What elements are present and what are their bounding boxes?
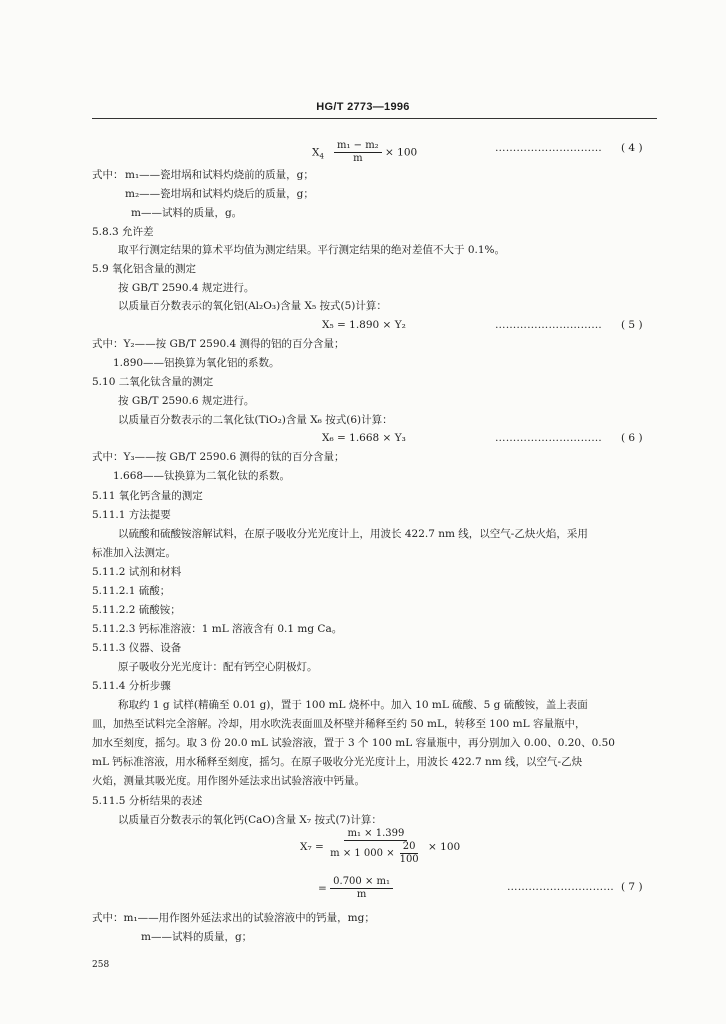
section-heading: 5.11.3 仪器、设备: [92, 642, 182, 654]
page-number: 258: [92, 960, 110, 970]
formula-6: X₆ = 1.668 × Y₃: [322, 432, 406, 444]
where-line: 式中：Y₃——按 GB/T 2590.6 测得的钛的百分含量；: [92, 451, 345, 463]
paragraph: 按 GB/T 2590.4 规定进行。: [118, 282, 255, 294]
list-item: 5.11.2.1 硫酸；: [92, 585, 171, 597]
formula-5: X₅ = 1.890 × Y₂: [322, 319, 406, 331]
section-heading: 5.10 二氧化钛含量的测定: [92, 376, 214, 388]
where-line: 式中：m₁——用作图外延法求出的试验溶液中的钙量，mg；: [92, 912, 375, 924]
paragraph: 称取约 1 g 试样(精确至 0.01 g)，置于 100 mL 烧杯中。加入 10 mL 硫酸、5 g 硫酸铵，盖上表面: [118, 699, 588, 711]
paragraph: 标准加入法测定。: [92, 547, 176, 559]
formula-4-number: ( 4 ): [621, 142, 643, 154]
paragraph: 原子吸收分光光度计：配有钙空心阴极灯。: [118, 661, 318, 673]
formula-5-dots: …………………………: [495, 319, 602, 331]
formula-7: X₇ = m₁ × 1.399 m × 1 000 × $\frac{20}{100}$ × 100: [300, 828, 461, 865]
formula-6-number: ( 6 ): [621, 432, 643, 444]
header-rule: [92, 118, 657, 119]
section-heading: 5.9 氧化铝含量的测定: [92, 263, 197, 275]
where-line: 式中：Y₂——按 GB/T 2590.4 测得的铝的百分含量；: [92, 338, 345, 350]
running-header: HG/T 2773—1996: [316, 101, 410, 113]
paragraph: 以质量百分数表示的二氧化钛(TiO₂)含量 X₆ 按式(6)计算：: [118, 414, 393, 426]
paragraph: 以质量百分数表示的氧化铝(Al₂O₃)含量 X₅ 按式(5)计算：: [118, 300, 387, 312]
paragraph: 以硫酸和硫酸铵溶解试料，在原子吸收分光光度计上，用波长 422.7 nm 线，以空气-乙炔火焰，采用: [118, 528, 588, 540]
paragraph: 按 GB/T 2590.6 规定进行。: [118, 395, 255, 407]
formula-6-dots: …………………………: [495, 432, 602, 444]
section-heading: 5.11.2 试剂和材料: [92, 566, 182, 578]
formula-4-dots: …………………………: [495, 142, 602, 154]
paragraph: 加水至刻度，摇匀。取 3 份 20.0 mL 试验溶液，置于 3 个 100 mL 容量瓶中，再分别加入 0.00、0.20、0.50: [92, 737, 615, 749]
formula-7-number: ( 7 ): [621, 881, 643, 893]
section-heading: 5.11.4 分析步骤: [92, 680, 171, 692]
paragraph: 以质量百分数表示的氧化钙(CaO)含量 X₇ 按式(7)计算：: [118, 814, 382, 826]
where-prefix: 式中：: [92, 169, 124, 181]
formula-5-number: ( 5 ): [621, 319, 643, 331]
list-item: 5.11.2.3 钙标准溶液：1 mL 溶液含有 0.1 mg Ca。: [92, 623, 343, 635]
where-line: m₁——瓷坩埚和试料灼烧前的质量，g；: [125, 169, 314, 181]
section-heading: 5.11.1 方法提要: [92, 509, 171, 521]
section-heading: 5.8.3 允许差: [92, 226, 154, 238]
list-item: 5.11.2.2 硫酸铵；: [92, 604, 181, 616]
section-heading: 5.11 氧化钙含量的测定: [92, 490, 203, 502]
where-line: 1.890——铝换算为氧化铝的系数。: [113, 357, 280, 369]
where-line: m₂——瓷坩埚和试料灼烧后的质量，g；: [125, 188, 314, 200]
where-line: m——试料的质量，g；: [141, 931, 253, 943]
formula-7-dots: …………………………: [507, 881, 614, 893]
paragraph: 皿，加热至试料完全溶解。冷却，用水吹洗表面皿及杯壁并稀释至约 50 mL，转移至 100 mL 容量瓶中，: [92, 718, 586, 730]
where-line: m——试料的质量，g。: [131, 207, 243, 219]
paragraph: mL 钙标准溶液，用水稀释至刻度，摇匀。在原子吸收分光光度计上，用波长 422.7 nm 线，以空气-乙炔: [92, 756, 583, 768]
formula-4: $X_4$ $\frac{\text{m₁ − m₂}}{m}$ × 100: [312, 140, 418, 164]
paragraph: 取平行测定结果的算术平均值为测定结果。平行测定结果的绝对差值不大于 0.1%。: [118, 244, 506, 256]
where-line: 1.668——钛换算为二氧化钛的系数。: [113, 470, 291, 482]
formula-7-simplified: = $\frac{\text{0.700 × m₁}}{m}$: [318, 876, 393, 901]
section-heading: 5.11.5 分析结果的表述: [92, 795, 203, 807]
paragraph: 火焰，测量其吸光度。用作图外延法求出试验溶液中钙量。: [92, 775, 365, 787]
